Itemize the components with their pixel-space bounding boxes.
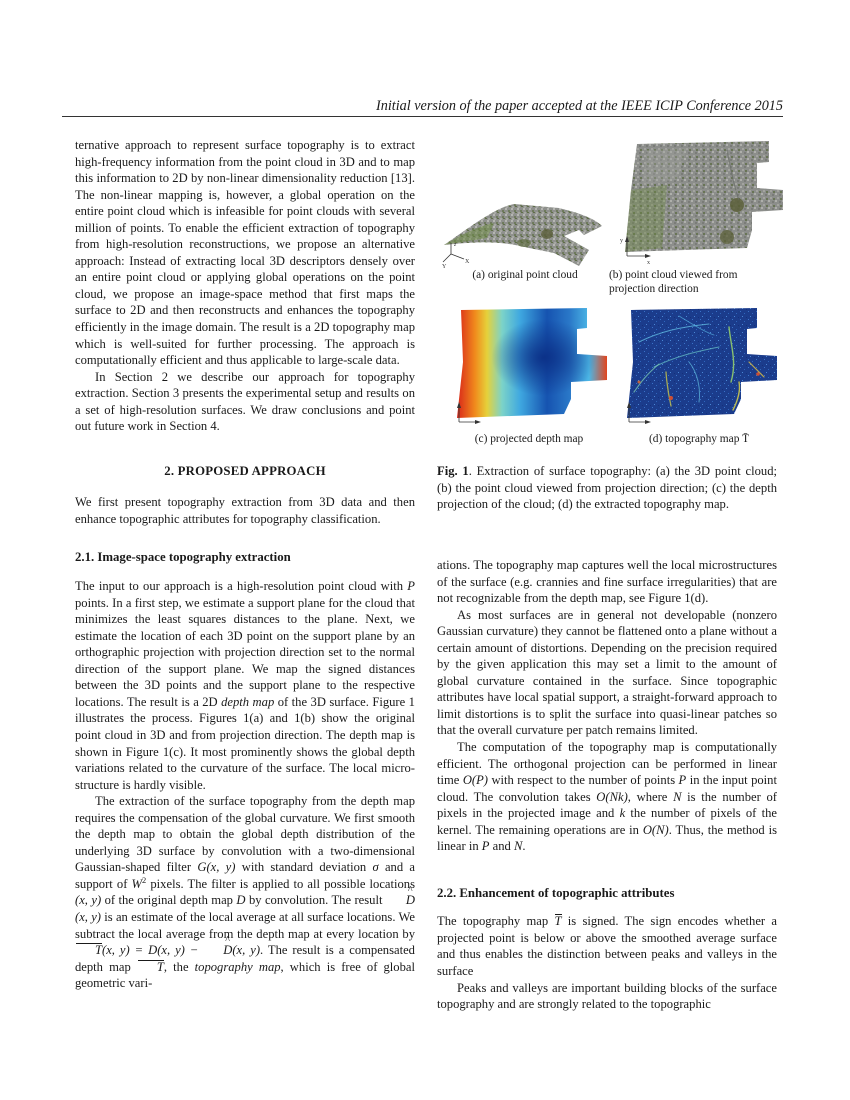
point-cloud-3d-image <box>439 178 609 268</box>
paragraph: The topography map T is signed. The sign encodes whether a projected point is below or above the smoothed average surface and thus enables the distinction between peaks and valleys in the surface <box>437 914 777 979</box>
subcaption-d: (d) topography map T̄ <box>648 433 750 445</box>
figure-panel-a <box>439 178 609 268</box>
subcaption-b: (b) point cloud viewed from projection direction <box>609 269 738 295</box>
running-head: Initial version of the paper accepted at the IEEE ICIP Conference 2015 <box>62 98 783 117</box>
svg-text:Y: Y <box>442 264 447 270</box>
svg-text:y: y <box>620 238 623 244</box>
subsection-title: 2.2. Enhancement of topographic attributes <box>437 885 675 900</box>
paragraph: As most surfaces are in general not developable (nonzero Gaussian curvature) they cannot be flattened onto a plane without a certain amount of distortions. Depending on the precision required by the given application this may set a limit to the amount of global curvature contained in the surface. Since topographic attributes have local spatial support, a straight-forward approach to limit distortions is to split the surface into quasi-linear patches so that the overall curvature per patch remains limited. <box>437 607 777 738</box>
subsection-title: 2.1. Image-space topography extraction <box>75 550 291 565</box>
figure-caption: Fig. 1. Extraction of surface topography: (a) the 3D point cloud; (b) the point cloud viewed from projection direction; (c) the depth projection of the cloud; (d) the extracted topography map. <box>437 464 777 512</box>
subcaption-c: (c) projected depth map <box>474 433 584 445</box>
point-cloud-projection-image <box>607 130 782 266</box>
figure-label: Fig. 1 <box>437 464 469 478</box>
paragraph: In Section 2 we describe our approach for topography extraction. Section 3 presents the experimental setup and results on a set of high-resolution surfaces. We draw conclusions and point out future work in Section 4. <box>75 369 415 434</box>
paragraph: ations. The topography map captures well the local microstructures of the surface (e.g. crannies and fine surface irregularities) that are not recognizable from the depth map, see Figure 1(d). <box>437 558 777 606</box>
svg-text:x: x <box>647 260 650 266</box>
topography-map-image <box>619 302 779 420</box>
paragraph: Peaks and valleys are important building blocks of the surface topography and are strongly related to the topographic <box>437 980 777 1012</box>
subcaption-a: (a) original point cloud <box>472 269 578 281</box>
right-column <box>437 557 777 1013</box>
svg-text:z: z <box>454 242 457 248</box>
figure-panel-b <box>607 130 782 266</box>
paragraph: We first present topography extraction from 3D data and then enhance topographic attributes for topography classification. <box>75 495 415 526</box>
paragraph: The extraction of the surface topography from the depth map requires the compensation of the global curvature. We first smooth the depth map to obtain the global depth distribution of the underlying 3D surface by convolution with a two-dimensional Gaussian-shaped filter G(x, y) with standard deviation σ and a support of $W^2$ pixels. The filter is applied to all possible locations (x, y) of the original depth map D by convolution. The result ^ D(x, y) is an estimate of the local average at all surface locations. We subtract the local average from the depth map at every location by T(x, y) = D(x, y) − ^ D(x, y). The result is a compensated depth map T, the topography map, which is free of global geometric vari- <box>75 793 415 992</box>
paragraph: The computation of the topography map is computationally efficient. The orthogonal projection can be performed in linear time O(P) with respect to the number of points P in the input point cloud. The convolution takes O(Nk), where N is the number of pixels in the projected image and k the number of pixels of the kernel. The remaining operations are in O(N). Thus, the method is linear in P and N. <box>437 740 777 854</box>
figure-panel-c <box>449 302 609 420</box>
paragraph: The input to our approach is a high-resolution point cloud with P points. In a first step, we estimate a support plane for the cloud that minimizes the least squares distances to the plane. Next, we estimate the location of each 3D point on the support plane by an orthographic projection with projection direction set to the normal direction of the support plane. We map the signed distances between the 3D points and the support plane to the respective locations. The result is a 2D depth map of the 3D surface. Figure 1 illustrates the process. Figures 1(a) and 1(b) show the original point cloud in 3D and from projection direction. The depth map is shown in Figure 1(c). It most prominently shows the global depth variations related to the curvature of the surface. The local micro-structure is hardly visible. <box>75 579 415 792</box>
paragraph: ternative approach to represent surface topography is to extract high-frequency information from the point cloud in 3D and to map this information to 2D by non-linear dimensionality reduction [13]. The non-linear mapping is, however, a global operation on the entire point cloud which is infeasible for point clouds with several million of points. To enable the efficient extraction of topography from high-resolution reconstructions, we propose an alternative approach: Instead of extracting local 3D descriptors densely over an entire point cloud or applying global operations on the point cloud, we propose an image-space method that first maps the surface to 2D and then reconstructs and enhances the topography efficiently in the image domain. The result is a 2D topography map which is well-suited for further processing. The approach is computationally efficient and thus applicable to large-scale data. <box>75 138 415 368</box>
depth-map-image <box>449 302 609 420</box>
svg-text:X: X <box>465 259 470 265</box>
section-title: 2. PROPOSED APPROACH <box>164 463 326 478</box>
figure-panel-d <box>619 302 779 420</box>
left-column <box>75 137 415 992</box>
